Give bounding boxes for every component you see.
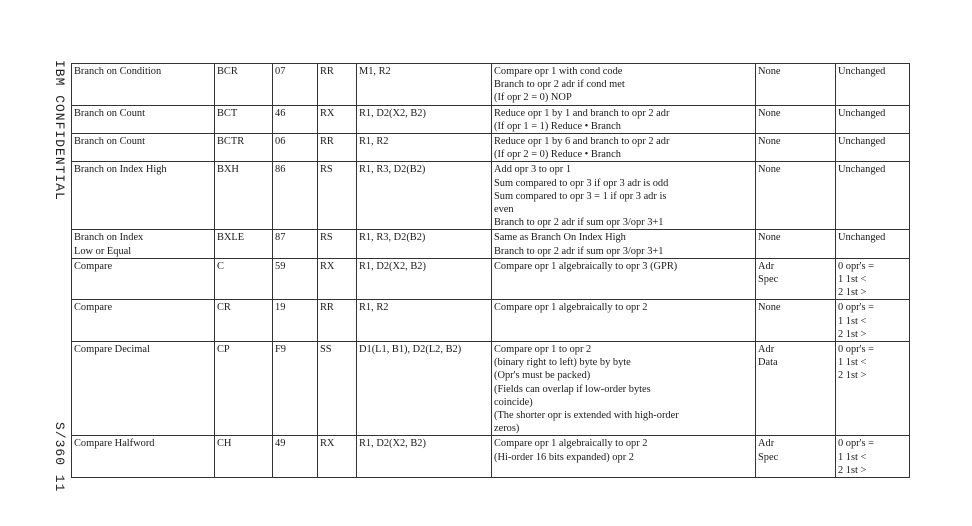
condition-code-cell: [836, 105, 910, 133]
description-cell: [492, 258, 756, 300]
operands-cell: R1, R3, D2(B2): [357, 230, 492, 258]
exceptions-line: None: [758, 136, 781, 148]
table-row: [72, 105, 910, 133]
condition-code-line: Unchanged: [838, 107, 886, 119]
opcode-cell: 59: [273, 258, 318, 300]
description-cell: [492, 64, 756, 106]
condition-code-line: Unchanged: [838, 66, 886, 77]
instruction-name-line: Compare: [74, 260, 113, 272]
instruction-name-line: Compare Halfword: [74, 438, 155, 450]
operands-cell: D1(L1, B1), D2(L2, B2): [357, 342, 492, 436]
description-cell: [492, 342, 756, 436]
opcode-cell: 86: [273, 162, 318, 230]
exceptions-line: None: [758, 232, 781, 244]
mnemonic-cell: BCR: [215, 64, 273, 106]
condition-code-line: Unchanged: [838, 136, 886, 148]
operands-cell: R1, R3, D2(B2): [357, 162, 492, 230]
condition-code-cell: [836, 134, 910, 162]
condition-code-line: 0 opr's =: [838, 260, 875, 272]
mnemonic-cell: BXLE: [215, 230, 273, 258]
description-line: Branch to opr 2 adr if sum opr 3/opr 3+1: [494, 245, 664, 257]
format-cell: RR: [318, 134, 357, 162]
opcode-cell: 87: [273, 230, 318, 258]
description-line: (Opr's must be packed): [494, 370, 591, 382]
condition-code-cell: [836, 436, 910, 478]
operands-cell: R1, D2(X2, B2): [357, 436, 492, 478]
opcode-cell: 46: [273, 105, 318, 133]
condition-code-cell: [836, 64, 910, 106]
condition-code-line: 1 1st <: [838, 451, 867, 463]
instruction-name-cell: [72, 230, 215, 258]
format-cell: RS: [318, 230, 357, 258]
description-line: Reduce opr 1 by 1 and branch to opr 2 adr: [494, 107, 670, 119]
description-line: (binary right to left) byte by byte: [494, 357, 631, 369]
page-number-marking: S/360 11: [52, 422, 67, 493]
exceptions-line: Adr: [758, 344, 775, 356]
mnemonic-cell: C: [215, 258, 273, 300]
exceptions-cell: [756, 105, 836, 133]
description-line: even: [494, 204, 514, 216]
instruction-name-line: Branch on Count: [74, 107, 145, 119]
opcode-cell: 07: [273, 64, 318, 106]
exceptions-cell: [756, 258, 836, 300]
description-line: Compare opr 1 algebraically to opr 3 (GPR): [494, 260, 678, 272]
description-line: (The shorter opr is extended with high-order: [494, 410, 679, 422]
table-row: [72, 162, 910, 230]
description-line: coincide): [494, 396, 533, 408]
exceptions-line: Spec: [758, 274, 779, 286]
description-line: zeros): [494, 423, 520, 435]
description-line: Sum compared to opr 3 if opr 3 adr is odd: [494, 177, 669, 189]
exceptions-cell: [756, 134, 836, 162]
operands-cell: R1, R2: [357, 134, 492, 162]
instruction-name-line: Branch on Index High: [74, 164, 167, 176]
opcode-cell: F9: [273, 342, 318, 436]
exceptions-line: None: [758, 164, 781, 176]
exceptions-cell: [756, 300, 836, 342]
condition-code-line: 2 1st >: [838, 287, 867, 299]
confidential-marking: IBM CONFIDENTIAL: [52, 60, 67, 201]
description-line: (If opr 2 = 0) Reduce • Branch: [494, 149, 621, 161]
exceptions-line: None: [758, 302, 781, 314]
condition-code-line: 1 1st <: [838, 315, 867, 327]
exceptions-cell: [756, 230, 836, 258]
mnemonic-cell: BCTR: [215, 134, 273, 162]
instruction-table-body: [72, 64, 910, 478]
table-row: [72, 258, 910, 300]
condition-code-line: Unchanged: [838, 164, 886, 176]
mnemonic-cell: BCT: [215, 105, 273, 133]
mnemonic-cell: BXH: [215, 162, 273, 230]
description-line: Compare opr 1 to opr 2: [494, 344, 592, 356]
description-cell: [492, 436, 756, 478]
description-cell: [492, 134, 756, 162]
instruction-name-cell: [72, 134, 215, 162]
description-line: Add opr 3 to opr 1: [494, 164, 572, 176]
instruction-name-cell: [72, 300, 215, 342]
condition-code-cell: [836, 230, 910, 258]
exceptions-line: None: [758, 107, 781, 119]
description-line: Branch to opr 2 adr if sum opr 3/opr 3+1: [494, 217, 664, 229]
mnemonic-cell: CR: [215, 300, 273, 342]
description-line: Reduce opr 1 by 6 and branch to opr 2 adr: [494, 136, 670, 148]
condition-code-line: 1 1st <: [838, 357, 867, 369]
instruction-table: [71, 63, 910, 478]
exceptions-cell: [756, 342, 836, 436]
description-line: Same as Branch On Index High: [494, 232, 626, 244]
description-line: (Fields can overlap if low-order bytes: [494, 383, 651, 395]
description-line: Compare opr 1 algebraically to opr 2: [494, 438, 648, 450]
exceptions-cell: [756, 162, 836, 230]
format-cell: RX: [318, 436, 357, 478]
condition-code-cell: [836, 342, 910, 436]
format-cell: RS: [318, 162, 357, 230]
description-line: Sum compared to opr 3 = 1 if opr 3 adr is: [494, 190, 667, 202]
mnemonic-cell: CH: [215, 436, 273, 478]
operands-cell: R1, R2: [357, 300, 492, 342]
table-row: [72, 230, 910, 258]
instruction-name-line: Compare: [74, 302, 113, 314]
format-cell: RR: [318, 64, 357, 106]
instruction-name-cell: [72, 436, 215, 478]
exceptions-cell: [756, 436, 836, 478]
opcode-cell: 19: [273, 300, 318, 342]
description-line: (Hi-order 16 bits expanded) opr 2: [494, 451, 634, 463]
condition-code-line: 2 1st >: [838, 464, 867, 476]
table-row: [72, 134, 910, 162]
instruction-name-cell: [72, 64, 215, 106]
instruction-name-cell: [72, 162, 215, 230]
instruction-name-cell: [72, 105, 215, 133]
format-cell: RX: [318, 105, 357, 133]
condition-code-cell: [836, 258, 910, 300]
description-line: (If opr 1 = 1) Reduce • Branch: [494, 120, 621, 132]
instruction-name-line: Low or Equal: [74, 245, 132, 257]
condition-code-line: 2 1st >: [838, 328, 867, 340]
description-cell: [492, 230, 756, 258]
condition-code-line: 2 1st >: [838, 370, 867, 382]
condition-code-cell: [836, 162, 910, 230]
format-cell: RX: [318, 258, 357, 300]
description-cell: [492, 162, 756, 230]
instruction-name-line: Branch on Condition: [74, 66, 162, 77]
instruction-name-cell: [72, 342, 215, 436]
exceptions-line: Adr: [758, 260, 775, 272]
opcode-cell: 06: [273, 134, 318, 162]
table-row: [72, 342, 910, 436]
description-cell: [492, 300, 756, 342]
operands-cell: R1, D2(X2, B2): [357, 105, 492, 133]
operands-cell: R1, D2(X2, B2): [357, 258, 492, 300]
description-line: (If opr 2 = 0) NOP: [494, 92, 572, 104]
exceptions-line: Spec: [758, 451, 779, 463]
description-cell: [492, 105, 756, 133]
condition-code-line: 0 opr's =: [838, 302, 875, 314]
exceptions-line: Adr: [758, 438, 775, 450]
instruction-name-line: Branch on Index: [74, 232, 144, 244]
condition-code-line: 1 1st <: [838, 274, 867, 286]
format-cell: RR: [318, 300, 357, 342]
exceptions-line: None: [758, 66, 781, 77]
format-cell: SS: [318, 342, 357, 436]
table-row: [72, 300, 910, 342]
condition-code-line: 0 opr's =: [838, 438, 875, 450]
exceptions-line: Data: [758, 357, 778, 369]
operands-cell: M1, R2: [357, 64, 492, 106]
description-line: Compare opr 1 algebraically to opr 2: [494, 302, 648, 314]
table-row: [72, 64, 910, 106]
instruction-name-line: Compare Decimal: [74, 344, 150, 356]
opcode-cell: 49: [273, 436, 318, 478]
instruction-name-cell: [72, 258, 215, 300]
description-line: Branch to opr 2 adr if cond met: [494, 79, 625, 91]
exceptions-cell: [756, 64, 836, 106]
condition-code-line: Unchanged: [838, 232, 886, 244]
table-row: [72, 436, 910, 478]
mnemonic-cell: CP: [215, 342, 273, 436]
instruction-name-line: Branch on Count: [74, 136, 145, 148]
description-line: Compare opr 1 with cond code: [494, 66, 623, 77]
condition-code-line: 0 opr's =: [838, 344, 875, 356]
condition-code-cell: [836, 300, 910, 342]
